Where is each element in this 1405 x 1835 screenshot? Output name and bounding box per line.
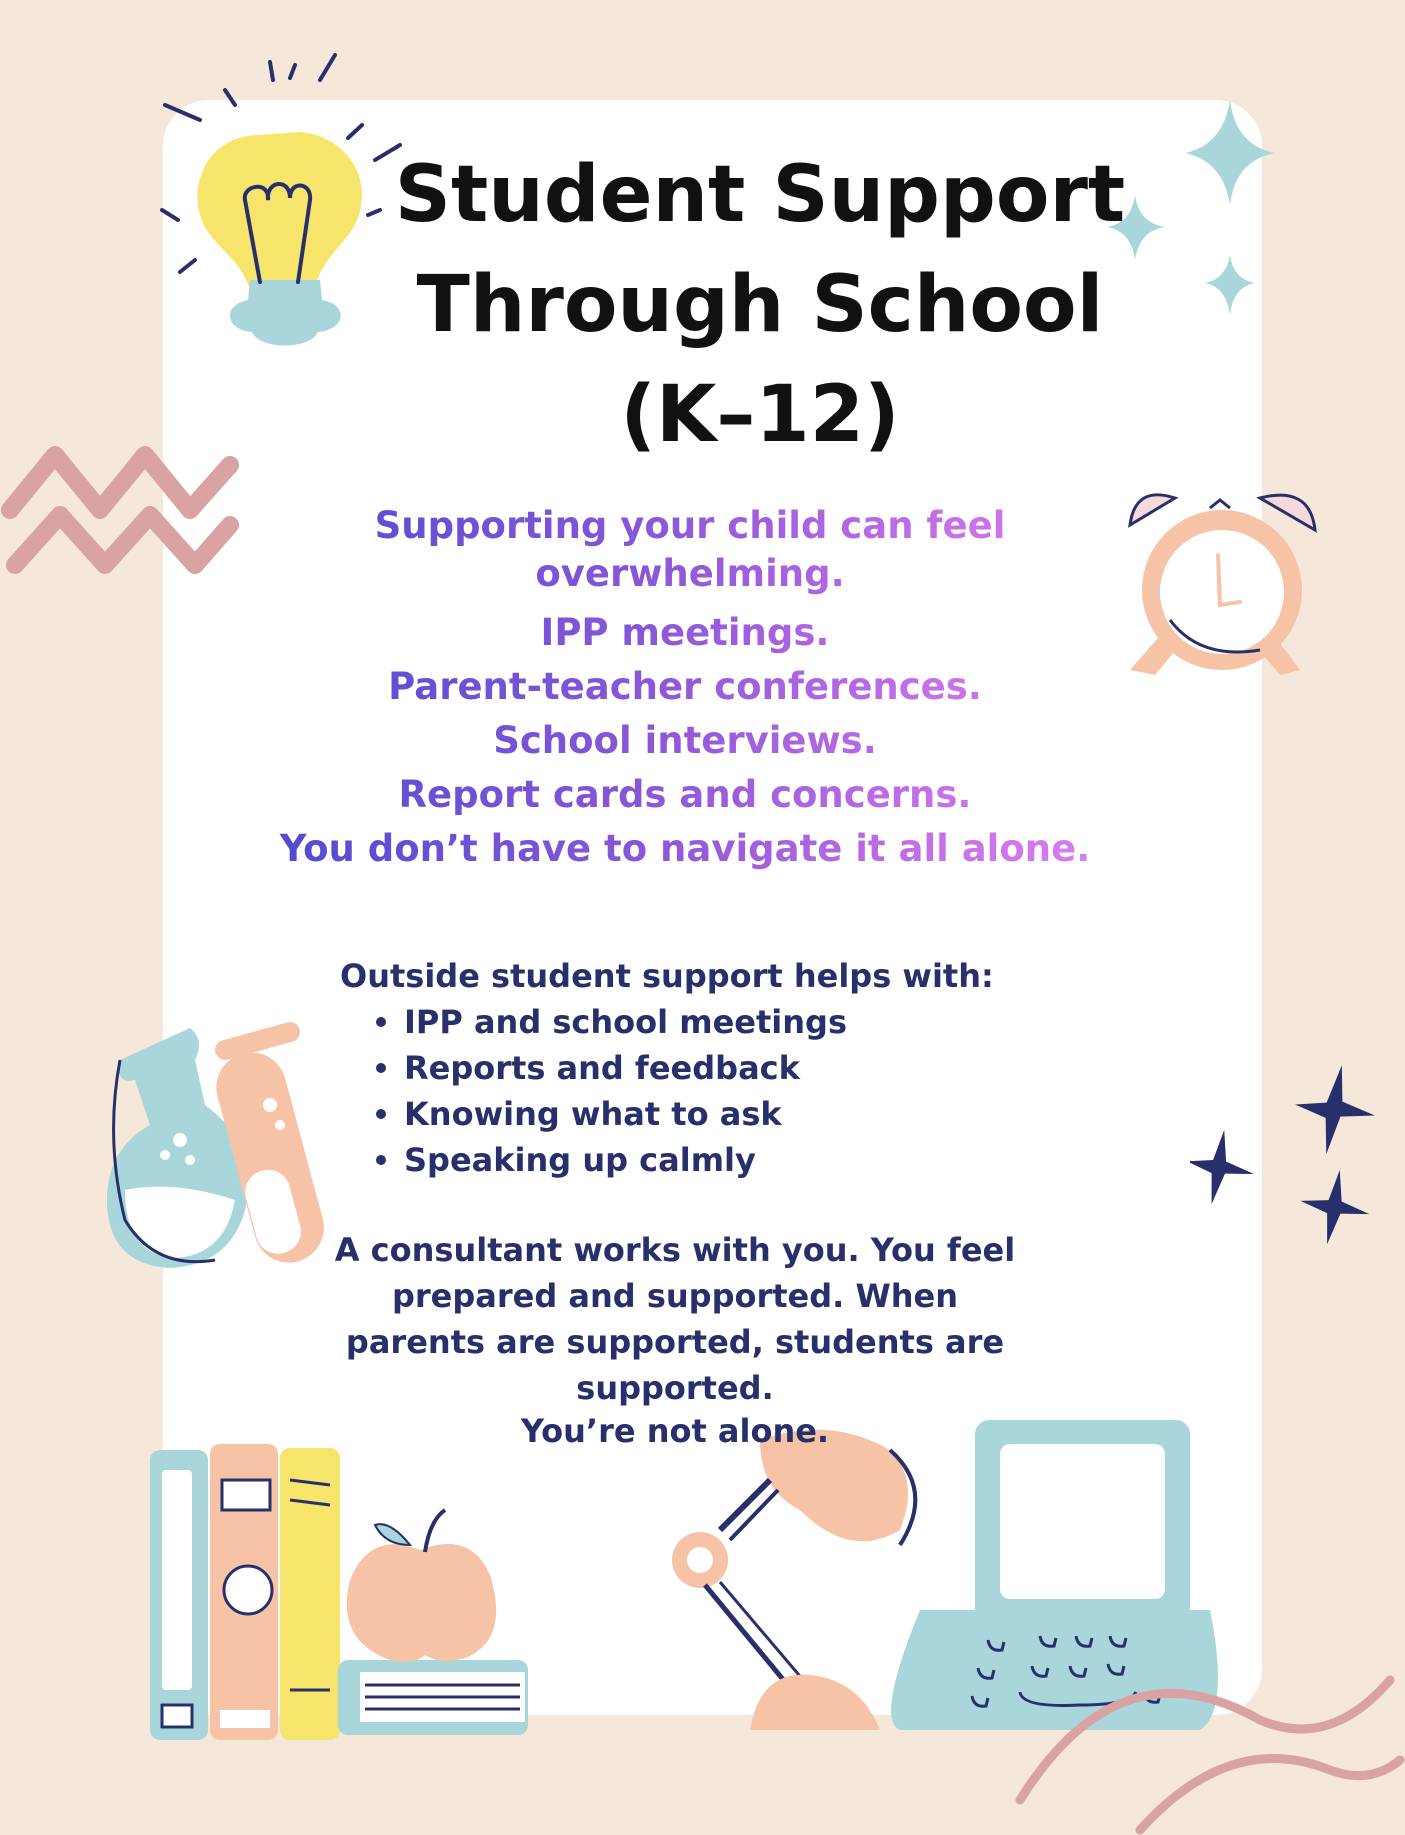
title-line: Through School	[416, 260, 1104, 350]
stars-icon	[1190, 1060, 1390, 1250]
title-line: (K–12)	[620, 370, 900, 460]
intro-line: IPP meetings.	[260, 606, 1110, 660]
helps-section	[340, 953, 1040, 1183]
intro-lines	[260, 606, 1110, 876]
zigzag-decoration	[0, 430, 265, 590]
intro-line: You don’t have to navigate it all alone.	[260, 822, 1110, 876]
intro-line: Report cards and concerns.	[260, 768, 1110, 822]
intro-line: School interviews.	[260, 714, 1110, 768]
lab-flasks-icon	[95, 1020, 355, 1280]
closing-text: You’re not alone.	[520, 1412, 830, 1450]
list-item: Speaking up calmly	[376, 1137, 1040, 1183]
page-title	[280, 140, 1240, 470]
helps-heading: Outside student support helps with:	[340, 957, 994, 995]
title-line: Student Support	[394, 150, 1126, 240]
alarm-clock-icon	[1110, 480, 1330, 690]
intro-line: Parent-teacher conferences.	[260, 660, 1110, 714]
helps-list	[340, 999, 1040, 1183]
intro-text: Supporting your child can feel overwhelming.	[250, 502, 1130, 598]
apple-icon	[330, 1490, 540, 1750]
squiggle-decoration	[1000, 1600, 1405, 1835]
consultant-text: A consultant works with you. You feel prepared and supported. When parents are supported, students are supported.	[334, 1231, 1016, 1407]
list-item: IPP and school meetings	[376, 999, 1040, 1045]
list-item: Knowing what to ask	[376, 1091, 1040, 1137]
list-item: Reports and feedback	[376, 1045, 1040, 1091]
